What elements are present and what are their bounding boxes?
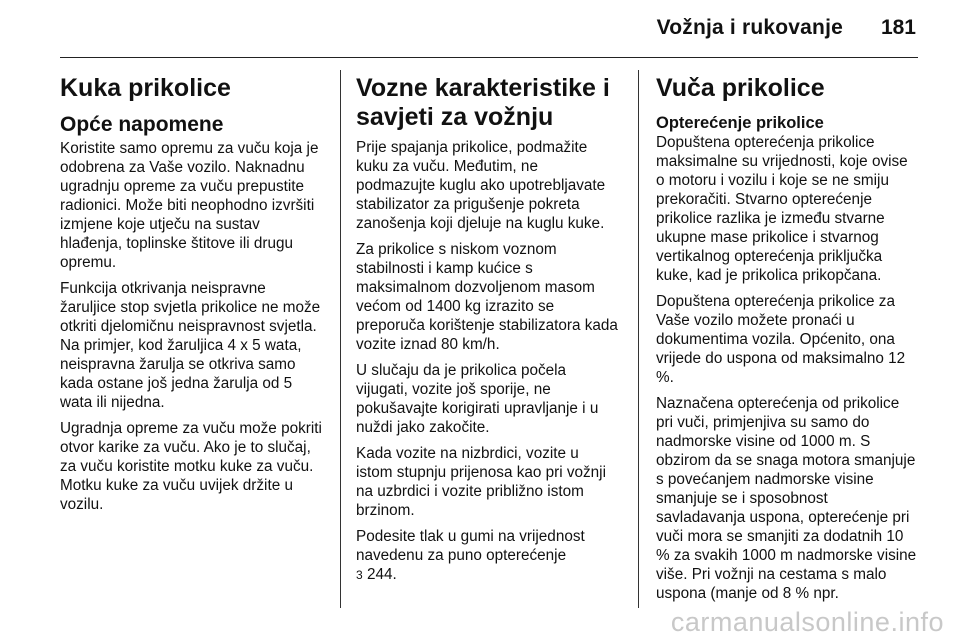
paragraph-tyre-pressure bbox=[356, 527, 618, 585]
paragraph: Koristite samo opremu za vuču koja je odobrena za Vaše vozilo. Naknadnu ugradnju opreme za vuču prepustite radionici. Može biti neophodno izvršiti izmjene koje utječu na sustav hlađenja, toplinske štitove ili drugu opremu. bbox=[60, 140, 319, 271]
column-2 bbox=[356, 70, 618, 592]
heading-vuca-prikolice: Vuča prikolice bbox=[656, 74, 825, 102]
page-number: 181 bbox=[880, 16, 916, 39]
page-reference-arrow-icon: 3 bbox=[356, 568, 363, 582]
paragraph: Dopuštena opterećenja prikolice maksimalne su vrijednosti, koje ovise o motoru i vozilu i koje se ne smiju prekoračiti. Stvarno opterećenje prikolice razlika je između stvarne ukupne mase prikolice i stvarnog vertikalnog opterećenja priključka kuke, kad je prikolica prikopčana. bbox=[656, 134, 908, 284]
paragraph: Dopuštena opterećenja prikolice za Vaše vozilo možete pronaći u dokumentima vozila. Općenito, ona vrijede do uspona od maksimalno 12 %. bbox=[656, 293, 906, 386]
column-divider-2 bbox=[638, 70, 639, 608]
subheading-opce-napomene: Opće napomene bbox=[60, 113, 224, 136]
page-reference[interactable]: 244. bbox=[366, 566, 397, 583]
section-title: Vožnja i rukovanje bbox=[656, 16, 843, 39]
paragraph: Kada vozite na nizbrdici, vozite u istom stupnju prijenosa kao pri vožnji na uzbrdici i vozite približno istom brzinom. bbox=[356, 445, 606, 519]
paragraph-text: Podesite tlak u gumi na vrijednost navedenu za puno opterećenje bbox=[356, 528, 585, 564]
header-rule bbox=[60, 57, 918, 58]
watermark: carmanualsonline.info bbox=[670, 607, 944, 637]
column-1 bbox=[60, 70, 322, 521]
paragraph: U slučaju da je prikolica počela vijugati, vozite još sporije, ne pokušavajte korigirati upravljanje i u nuždi jako zakočite. bbox=[356, 362, 599, 436]
paragraph: Naznačena opterećenja od prikolice pri vuči, primjenjiva su samo do nadmorske visine od 1000 m. S obzirom da se snaga motora smanjuje s povećanjem nadmorske visine smanjuje se i sposobnost savladavanja uspona, opterećenje pri vuči mora se smanjiti za dodatnih 10 % za svakih 1000 m nadmorske visine više. Pri vožnji na cestama s malo uspona (manje od 8 % npr. bbox=[656, 395, 917, 602]
subheading-opterecenje-prikolice: Opterećenje prikolice bbox=[656, 114, 824, 132]
paragraph: Funkcija otkrivanja neispravne žaruljice stop svjetla prikolice ne može otkriti djelomičnu neispravnost svjetla. Na primjer, kod žaruljica 4 x 5 wata, neispravna žarulja se otkriva samo kada ostane još jedna žarulja od 5 wata ili nijedna. bbox=[60, 280, 321, 411]
column-3 bbox=[656, 70, 918, 610]
paragraph: Ugradnja opreme za vuču može pokriti otvor karike za vuču. Ako je to slučaj, za vuču koristite motku kuke za vuču. Motku kuke za vuču uvijek držite u vozilu. bbox=[60, 420, 322, 513]
column-divider-1 bbox=[340, 70, 341, 608]
page-header bbox=[60, 0, 918, 58]
paragraph: Prije spajanja prikolice, podmažite kuku za vuču. Međutim, ne podmazujte kuglu ako upotrebljavate stabilizator za prigušenje pokreta zanošenja koji djeluje na kuglu kuke. bbox=[356, 139, 606, 232]
heading-vozne-karakteristike: Vozne karakteristike i savjeti za vožnju bbox=[356, 74, 610, 131]
heading-kuka-prikolice: Kuka prikolice bbox=[60, 74, 231, 102]
paragraph: Za prikolice s niskom voznom stabilnosti i kamp kućice s maksimalnom dozvoljenom masom većom od 1400 kg izrazito se preporuča korištenje stabilizatora kada vozite iznad 80 km/h. bbox=[356, 241, 618, 353]
